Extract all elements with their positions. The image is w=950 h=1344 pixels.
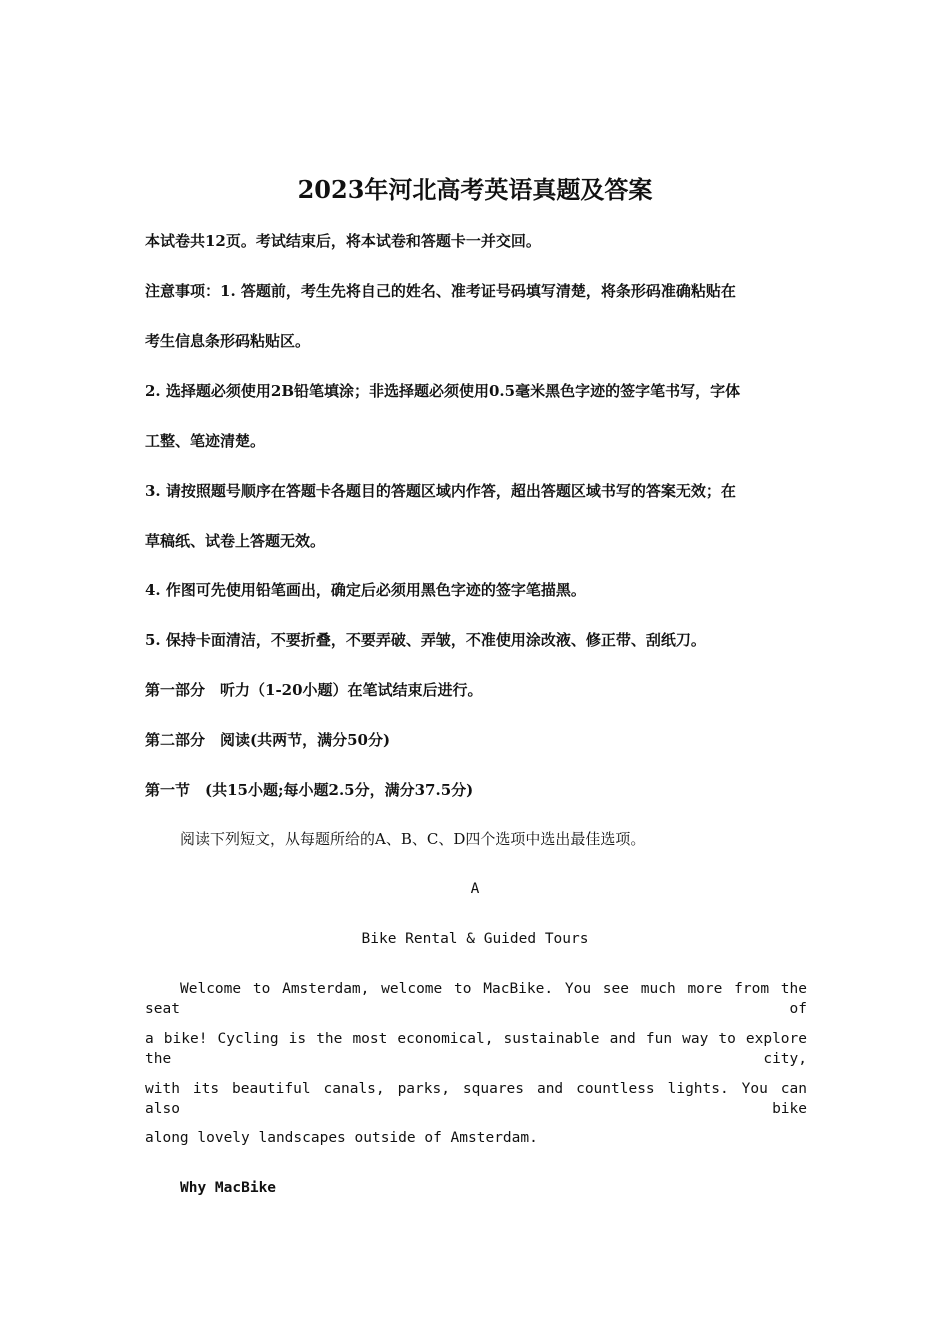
- notice-line-3-cont: 草稿纸、试卷上答题无效。: [145, 532, 326, 550]
- notice-line-2-cont: 工整、笔迹清楚。: [145, 432, 266, 450]
- notice-line-3: 3. 请按照题号顺序在答题卡各题目的答题区域内作答，超出答题区域书写的答案无效；在: [145, 482, 736, 500]
- section-heading-why-macbike: Why MacBike: [180, 1180, 277, 1196]
- page-title: 2023年河北高考英语真题及答案: [297, 175, 653, 204]
- passage-line-1: Welcome to Amsterdam, welcome to MacBike. You see much more from the seat of: [145, 981, 807, 1017]
- passage-line-3: with its beautiful canals, parks, squares and countless lights. You can also bike: [145, 1081, 807, 1117]
- notice-line-5: 5. 保持卡面清洁，不要折叠，不要弄破、弄皱，不准使用涂改液、修正带、刮纸刀。: [145, 631, 706, 649]
- part-one-heading: 第一部分 听力（1-20小题）在笔试结束后进行。: [145, 681, 483, 699]
- section-one-heading: 第一节 (共15小题;每小题2.5分，满分37.5分): [145, 781, 474, 799]
- passage-line-4: along lovely landscapes outside of Amsterdam.: [145, 1130, 538, 1146]
- passage-line-2: a bike! Cycling is the most economical, sustainable and fun way to explore the city,: [145, 1031, 807, 1067]
- passage-title: Bike Rental & Guided Tours: [361, 931, 589, 947]
- notice-line-4: 4. 作图可先使用铅笔画出，确定后必须用黑色字迹的签字笔描黑。: [145, 581, 586, 599]
- passage-label: A: [470, 881, 480, 897]
- notice-line-1: 注意事项：1. 答题前，考生先将自己的姓名、准考证号码填写清楚，将条形码准确粘贴在: [145, 282, 736, 300]
- reading-instruction: 阅读下列短文，从每题所给的A、B、C、D四个选项中选出最佳选项。: [180, 830, 646, 848]
- notice-line-2: 2. 选择题必须使用2B铅笔填涂；非选择题必须使用0.5毫米黑色字迹的签字笔书写，字体: [145, 382, 741, 400]
- exam-info-line: 本试卷共12页。考试结束后，将本试卷和答题卡一并交回。: [145, 232, 541, 250]
- part-two-heading: 第二部分 阅读(共两节，满分50分): [145, 731, 391, 749]
- notice-line-1-cont: 考生信息条形码粘贴区。: [145, 332, 311, 350]
